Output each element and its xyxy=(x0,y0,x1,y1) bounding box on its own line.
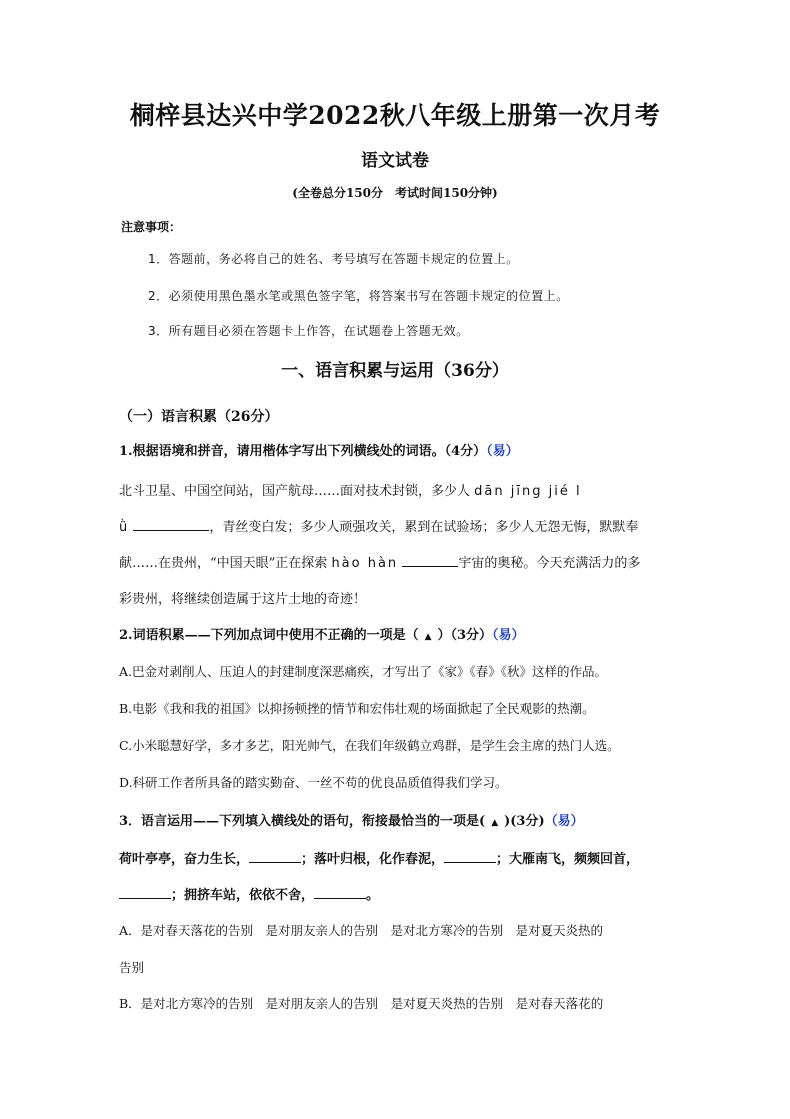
question-3-stem xyxy=(119,810,584,829)
notice-item: 2．必须使用黑色墨水笔或黑色签字笔，将答案书写在答题卡规定的位置上。 xyxy=(148,289,569,303)
question-stem-text: 1.根据语境和拼音，请用楷体字写出下列横线处的词语。（4分） xyxy=(119,444,487,459)
passage-text: 。 xyxy=(366,888,380,903)
passage-text: ；落叶归根，化作春泥， xyxy=(301,852,445,867)
answer-blank xyxy=(249,850,301,863)
difficulty-badge: （易） xyxy=(544,814,584,829)
passage-text: 北斗卫星、中国空间站，国产航母……面对技术封锁，多少人 xyxy=(119,484,471,499)
option-a: A.巴金对剥削人、压迫人的封建制度深恶痛疾，才写出了《家》《春》《秋》这样的作品。 xyxy=(119,664,608,679)
subsection-title: （一）语言积累（26分） xyxy=(119,409,279,425)
difficulty-badge: （易） xyxy=(492,628,525,643)
option-a: A．是对春天落花的告别 是对朋友亲人的告别 是对北方寒冷的告别 是对夏天炎热的 xyxy=(119,923,604,938)
question-stem-text: 3．语言运用——下列填入横线处的语句，衔接最恰当的一项是( xyxy=(119,814,486,829)
question-1-line xyxy=(119,480,582,499)
option-c: C.小米聪慧好学，多才多艺，阳光帅气，在我们年级鹤立鸡群，是学生会主席的热门人选。 xyxy=(119,738,620,753)
answer-blank xyxy=(444,850,496,863)
question-1-line xyxy=(119,516,638,535)
notice-heading: 注意事项： xyxy=(121,220,182,234)
passage-text: 宇宙的奥秘。今天充满活力的多 xyxy=(458,556,641,571)
triangle-marker: ▲ xyxy=(424,632,432,642)
triangle-marker: ▲ xyxy=(491,818,499,828)
answer-blank xyxy=(133,518,209,531)
question-1-line xyxy=(119,552,640,571)
score-info: (全卷总分150分 考试时间150分钟) xyxy=(292,186,498,200)
pinyin-hint: ǜ xyxy=(119,520,130,535)
option-b: B.电影《我和我的祖国》以抑扬顿挫的情节和宏伟壮观的场面掀起了全民观影的热潮。 xyxy=(119,701,595,716)
option-a-continued: 告别 xyxy=(119,960,145,975)
question-3-text xyxy=(119,848,639,867)
pinyin-hint: dān jīng jié l xyxy=(474,484,582,499)
passage-text: 荷叶亭亭，奋力生长， xyxy=(119,852,250,867)
question-stem-text: )(3分) xyxy=(504,814,545,829)
question-2-stem xyxy=(119,624,525,643)
pinyin-hint: hào hàn xyxy=(331,556,399,571)
passage-text: ；拥挤车站，依依不舍， xyxy=(171,888,315,903)
question-3-text xyxy=(119,884,379,903)
answer-blank xyxy=(314,886,366,899)
option-d: D.科研工作者所具备的踏实勤奋、一丝不苟的优良品质值得我们学习。 xyxy=(119,775,508,790)
notice-item: 1．答题前，务必将自己的姓名、考号填写在答题卡规定的位置上。 xyxy=(148,252,519,266)
section-title: 一、语言积累与运用（36分） xyxy=(281,361,509,381)
answer-blank xyxy=(402,554,458,567)
passage-text: 献……在贵州，“中国天眼”正在探索 xyxy=(119,556,328,571)
exam-title: 桐梓县达兴中学2022秋八年级上册第一次月考 xyxy=(129,101,661,130)
question-1-stem xyxy=(119,440,519,459)
difficulty-badge: （易） xyxy=(486,444,519,459)
passage-text: ，青丝变白发；多少人顽强攻关，累到在试验场；多少人无怨无悔，默默奉 xyxy=(209,520,639,535)
option-b: B．是对北方寒冷的告别 是对朋友亲人的告别 是对夏天炎热的告别 是对春天落花的 xyxy=(119,996,604,1011)
question-stem-text: 2.词语积累——下列加点词中使用不正确的一项是（ xyxy=(119,628,419,643)
notice-item: 3．所有题目必须在答题卡上作答，在试题卷上答题无效。 xyxy=(148,324,469,338)
question-stem-text: ）（3分） xyxy=(437,628,493,643)
question-1-line: 彩贵州，将继续创造属于这片土地的奇迹！ xyxy=(119,592,367,607)
answer-blank xyxy=(119,886,171,899)
passage-text: ；大雁南飞，频频回首， xyxy=(496,852,640,867)
exam-subtitle: 语文试卷 xyxy=(361,151,429,171)
